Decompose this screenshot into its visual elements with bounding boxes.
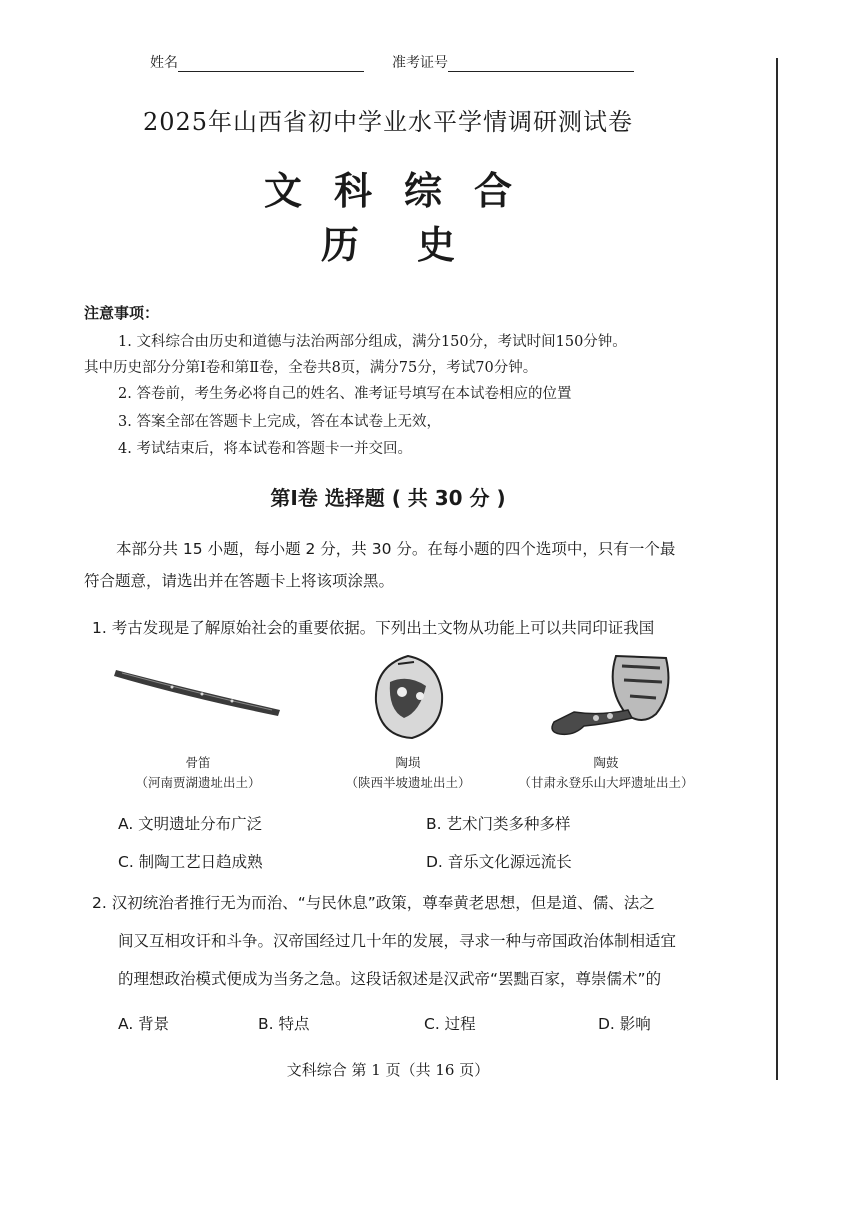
- artifact-3-origin: （甘肃永登乐山大坪遗址出土）: [518, 775, 694, 790]
- page-footer: 文科综合 第 1 页（共 16 页）: [286, 1061, 490, 1079]
- q1-option-b: B. 艺术门类多种多样: [426, 815, 571, 833]
- notice-item-1: 1. 文科综合由历史和道德与法治两部分组成，满分150分，考试时间150分钟。: [118, 334, 627, 350]
- q2-stem-line2: 间又互相攻讦和斗争。汉帝国经过几十年的发展，寻求一种与帝国政治体制相适宜: [118, 932, 677, 950]
- artifact-2-name: 陶埙: [395, 755, 421, 770]
- bone-flute-image: [112, 660, 284, 720]
- candidate-info-line: [150, 52, 634, 72]
- artifact-1-origin: （河南贾湖遗址出土）: [135, 775, 261, 790]
- q2-stem-line1: 2. 汉初统治者推行无为而治、“与民休息”政策，尊奉黄老思想，但是道、儒、法之: [92, 894, 655, 912]
- artifact-3-name: 陶鼓: [593, 755, 619, 770]
- artifact-2-origin: （陕西半坡遗址出土）: [345, 775, 471, 790]
- section-intro-line1: 本部分共 15 小题，每小题 2 分，共 30 分。在每小题的四个选项中，只有一个最: [116, 540, 676, 558]
- name-blank: [178, 55, 364, 72]
- notice-item-1-cont: 其中历史部分分第Ⅰ卷和第Ⅱ卷，全卷共8页，满分75分，考试70分钟。: [84, 360, 538, 376]
- section-title: 第Ⅰ卷 选择题 ( 共 30 分 ): [270, 486, 506, 510]
- notice-item-4: 4. 考试结束后，将本试卷和答题卡一并交回。: [118, 441, 412, 457]
- q2-stem-line3: 的理想政治模式便成为当务之急。这段话叙述是汉武帝“罢黜百家，尊崇儒术”的: [118, 970, 662, 988]
- notice-heading: 注意事项：: [84, 304, 160, 322]
- q1-option-c: C. 制陶工艺日趋成熟: [118, 853, 263, 871]
- ticket-label: 准考证号: [392, 55, 448, 71]
- pottery-xun-image: [368, 652, 450, 742]
- name-label: 姓名: [150, 55, 178, 71]
- q1-stem: 1. 考古发现是了解原始社会的重要依据。下列出土文物从功能上可以共同印证我国: [92, 619, 655, 637]
- notice-item-3: 3. 答案全部在答题卡上完成，答在本试卷上无效，: [118, 414, 441, 430]
- notice-item-2: 2. 答卷前，考生务必将自己的姓名、准考证号填写在本试卷相应的位置: [118, 386, 572, 402]
- subject-main-title: 文科综合: [263, 169, 544, 213]
- q2-option-a: A. 背景: [118, 1015, 170, 1033]
- q1-option-d: D. 音乐文化源远流长: [426, 853, 572, 871]
- pottery-drum-image: [540, 652, 680, 742]
- subject-sub-title: 历史: [320, 223, 513, 267]
- q2-option-c: C. 过程: [424, 1015, 476, 1033]
- ticket-blank: [448, 55, 634, 72]
- q2-option-d: D. 影响: [598, 1015, 651, 1033]
- exam-title: 2025年山西省初中学业水平学情调研测试卷: [142, 108, 634, 136]
- q2-option-b: B. 特点: [258, 1015, 310, 1033]
- section-intro-line2: 符合题意，请选出并在答题卡上将该项涂黑。: [84, 572, 395, 590]
- margin-rule: [776, 58, 778, 1080]
- artifact-1-name: 骨笛: [185, 755, 211, 770]
- q1-option-a: A. 文明遗址分布广泛: [118, 815, 263, 833]
